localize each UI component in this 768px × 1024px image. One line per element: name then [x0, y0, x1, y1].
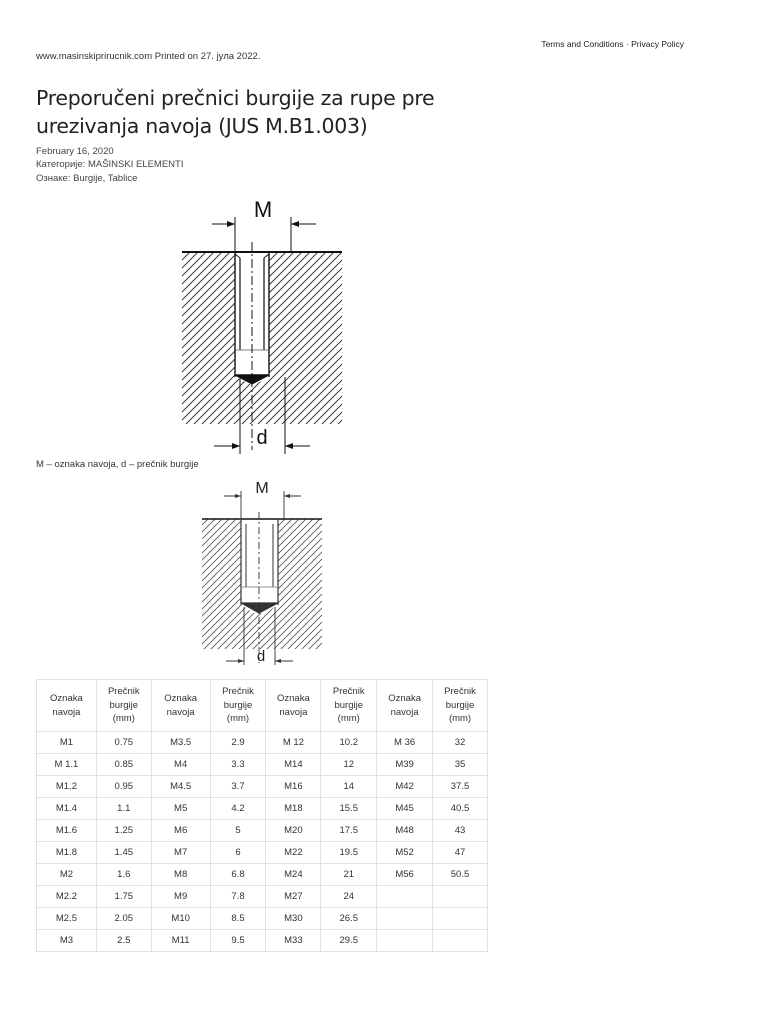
header-thread-designation: Oznaka navoja — [377, 680, 433, 732]
drill-size-table — [36, 679, 488, 952]
table-row — [37, 908, 488, 930]
drill-diameter-cell: 1.25 — [96, 820, 151, 842]
drill-diameter-cell: 12 — [321, 754, 377, 776]
thread-designation-cell: M2 — [37, 864, 97, 886]
drill-diameter-cell: 47 — [433, 842, 488, 864]
table-body — [37, 732, 488, 952]
drill-diameter-cell: 37.5 — [433, 776, 488, 798]
drill-diameter-cell: 32 — [433, 732, 488, 754]
drill-diameter-cell: 19.5 — [321, 842, 377, 864]
drill-diameter-cell: 2.9 — [210, 732, 266, 754]
thread-designation-cell: M2.2 — [37, 886, 97, 908]
drill-diameter-cell: 14 — [321, 776, 377, 798]
thread-designation-cell: M14 — [266, 754, 321, 776]
drill-diameter-cell: 21 — [321, 864, 377, 886]
thread-designation-cell: M1 — [37, 732, 97, 754]
drill-diameter-cell: 17.5 — [321, 820, 377, 842]
thread-designation-cell: M56 — [377, 864, 433, 886]
thread-designation-cell: M2.5 — [37, 908, 97, 930]
link-separator: · — [623, 39, 632, 49]
top-links — [541, 39, 684, 49]
drill-diameter-cell: 1.45 — [96, 842, 151, 864]
header-drill-diameter: Prečnik burgije (mm) — [96, 680, 151, 732]
header-drill-diameter: Prečnik burgije (mm) — [210, 680, 266, 732]
thread-designation-cell: M4 — [151, 754, 210, 776]
drill-hole-diagram — [170, 192, 360, 457]
table-header-row — [37, 680, 488, 732]
thread-designation-cell: M5 — [151, 798, 210, 820]
page-title: Preporučeni prečnici burgije za rupe pre urezivanja navoja (JUS M.B1.003) — [36, 86, 435, 138]
table-row — [37, 886, 488, 908]
drill-diameter-cell: 1.6 — [96, 864, 151, 886]
print-source: www.masinskiprirucnik.com Printed on 27. јула 2022. — [36, 51, 261, 62]
drill-hole-diagram-small — [194, 477, 337, 667]
header-drill-diameter: Prečnik burgije (mm) — [433, 680, 488, 732]
post-date: February 16, 2020 — [36, 146, 114, 157]
thread-designation-cell: M42 — [377, 776, 433, 798]
drill-diameter-cell: 0.95 — [96, 776, 151, 798]
drill-diameter-cell: 40.5 — [433, 798, 488, 820]
privacy-link[interactable]: Privacy Policy — [631, 39, 684, 49]
thread-designation-cell: M11 — [151, 930, 210, 952]
dimension-label-m-small: M — [255, 480, 269, 497]
drill-diameter-cell: 1.75 — [96, 886, 151, 908]
drill-diameter-cell: 5 — [210, 820, 266, 842]
thread-designation-cell: M 1.1 — [37, 754, 97, 776]
table-row — [37, 930, 488, 952]
thread-designation-cell: M 12 — [266, 732, 321, 754]
thread-designation-cell: M6 — [151, 820, 210, 842]
thread-designation-cell: M 36 — [377, 732, 433, 754]
drill-diameter-cell — [433, 930, 488, 952]
thread-designation-cell: M8 — [151, 864, 210, 886]
post-tags[interactable]: Ознаке: Burgije, Tablice — [36, 173, 138, 184]
dimension-label-d-small: d — [256, 648, 266, 665]
thread-designation-cell: M7 — [151, 842, 210, 864]
drill-diameter-cell: 6.8 — [210, 864, 266, 886]
drill-diameter-cell: 26.5 — [321, 908, 377, 930]
header-thread-designation: Oznaka navoja — [266, 680, 321, 732]
thread-designation-cell: M52 — [377, 842, 433, 864]
table-row — [37, 798, 488, 820]
dimension-label-m: M — [253, 197, 273, 222]
thread-designation-cell — [377, 908, 433, 930]
drill-diameter-cell: 3.3 — [210, 754, 266, 776]
thread-designation-cell: M1.8 — [37, 842, 97, 864]
thread-designation-cell: M18 — [266, 798, 321, 820]
table-row — [37, 820, 488, 842]
drill-diameter-cell: 8.5 — [210, 908, 266, 930]
thread-designation-cell: M27 — [266, 886, 321, 908]
thread-designation-cell: M24 — [266, 864, 321, 886]
header-drill-diameter: Prečnik burgije (mm) — [321, 680, 377, 732]
thread-designation-cell: M16 — [266, 776, 321, 798]
drill-diameter-cell: 24 — [321, 886, 377, 908]
table-row — [37, 776, 488, 798]
table-row — [37, 864, 488, 886]
drill-diameter-cell: 7.8 — [210, 886, 266, 908]
drill-diameter-cell — [433, 886, 488, 908]
drill-diameter-cell — [433, 908, 488, 930]
drill-diameter-cell: 10.2 — [321, 732, 377, 754]
drill-diameter-cell: 0.85 — [96, 754, 151, 776]
thread-designation-cell: M1.4 — [37, 798, 97, 820]
drill-diameter-cell: 2.05 — [96, 908, 151, 930]
table-row — [37, 732, 488, 754]
drill-diameter-cell: 50.5 — [433, 864, 488, 886]
thread-designation-cell: M3 — [37, 930, 97, 952]
header-thread-designation: Oznaka navoja — [37, 680, 97, 732]
thread-designation-cell: M9 — [151, 886, 210, 908]
thread-designation-cell: M48 — [377, 820, 433, 842]
header-thread-designation: Oznaka navoja — [151, 680, 210, 732]
drill-diameter-cell: 29.5 — [321, 930, 377, 952]
table-row — [37, 842, 488, 864]
drill-diameter-cell: 6 — [210, 842, 266, 864]
thread-designation-cell: M33 — [266, 930, 321, 952]
drill-diameter-cell: 0.75 — [96, 732, 151, 754]
drill-diameter-cell: 3.7 — [210, 776, 266, 798]
thread-designation-cell: M4.5 — [151, 776, 210, 798]
drill-diameter-cell: 35 — [433, 754, 488, 776]
table-header — [37, 680, 488, 732]
drill-diameter-cell: 2.5 — [96, 930, 151, 952]
thread-designation-cell — [377, 930, 433, 952]
drill-diameter-cell: 43 — [433, 820, 488, 842]
thread-designation-cell: M20 — [266, 820, 321, 842]
thread-designation-cell: M3.5 — [151, 732, 210, 754]
drill-diameter-cell: 15.5 — [321, 798, 377, 820]
drill-diameter-cell: 1.1 — [96, 798, 151, 820]
figure-caption: M – oznaka navoja, d – prečnik burgije — [36, 459, 199, 470]
thread-designation-cell: M22 — [266, 842, 321, 864]
terms-link[interactable]: Terms and Conditions — [541, 39, 624, 49]
thread-designation-cell: M39 — [377, 754, 433, 776]
drill-diameter-cell: 4.2 — [210, 798, 266, 820]
thread-designation-cell: M30 — [266, 908, 321, 930]
thread-designation-cell — [377, 886, 433, 908]
table-row — [37, 754, 488, 776]
post-categories[interactable]: Категорије: MAŠINSKI ELEMENTI — [36, 159, 184, 170]
thread-designation-cell: M1.2 — [37, 776, 97, 798]
dimension-label-d: d — [256, 427, 268, 449]
thread-designation-cell: M10 — [151, 908, 210, 930]
thread-designation-cell: M1.6 — [37, 820, 97, 842]
thread-designation-cell: M45 — [377, 798, 433, 820]
drill-diameter-cell: 9.5 — [210, 930, 266, 952]
